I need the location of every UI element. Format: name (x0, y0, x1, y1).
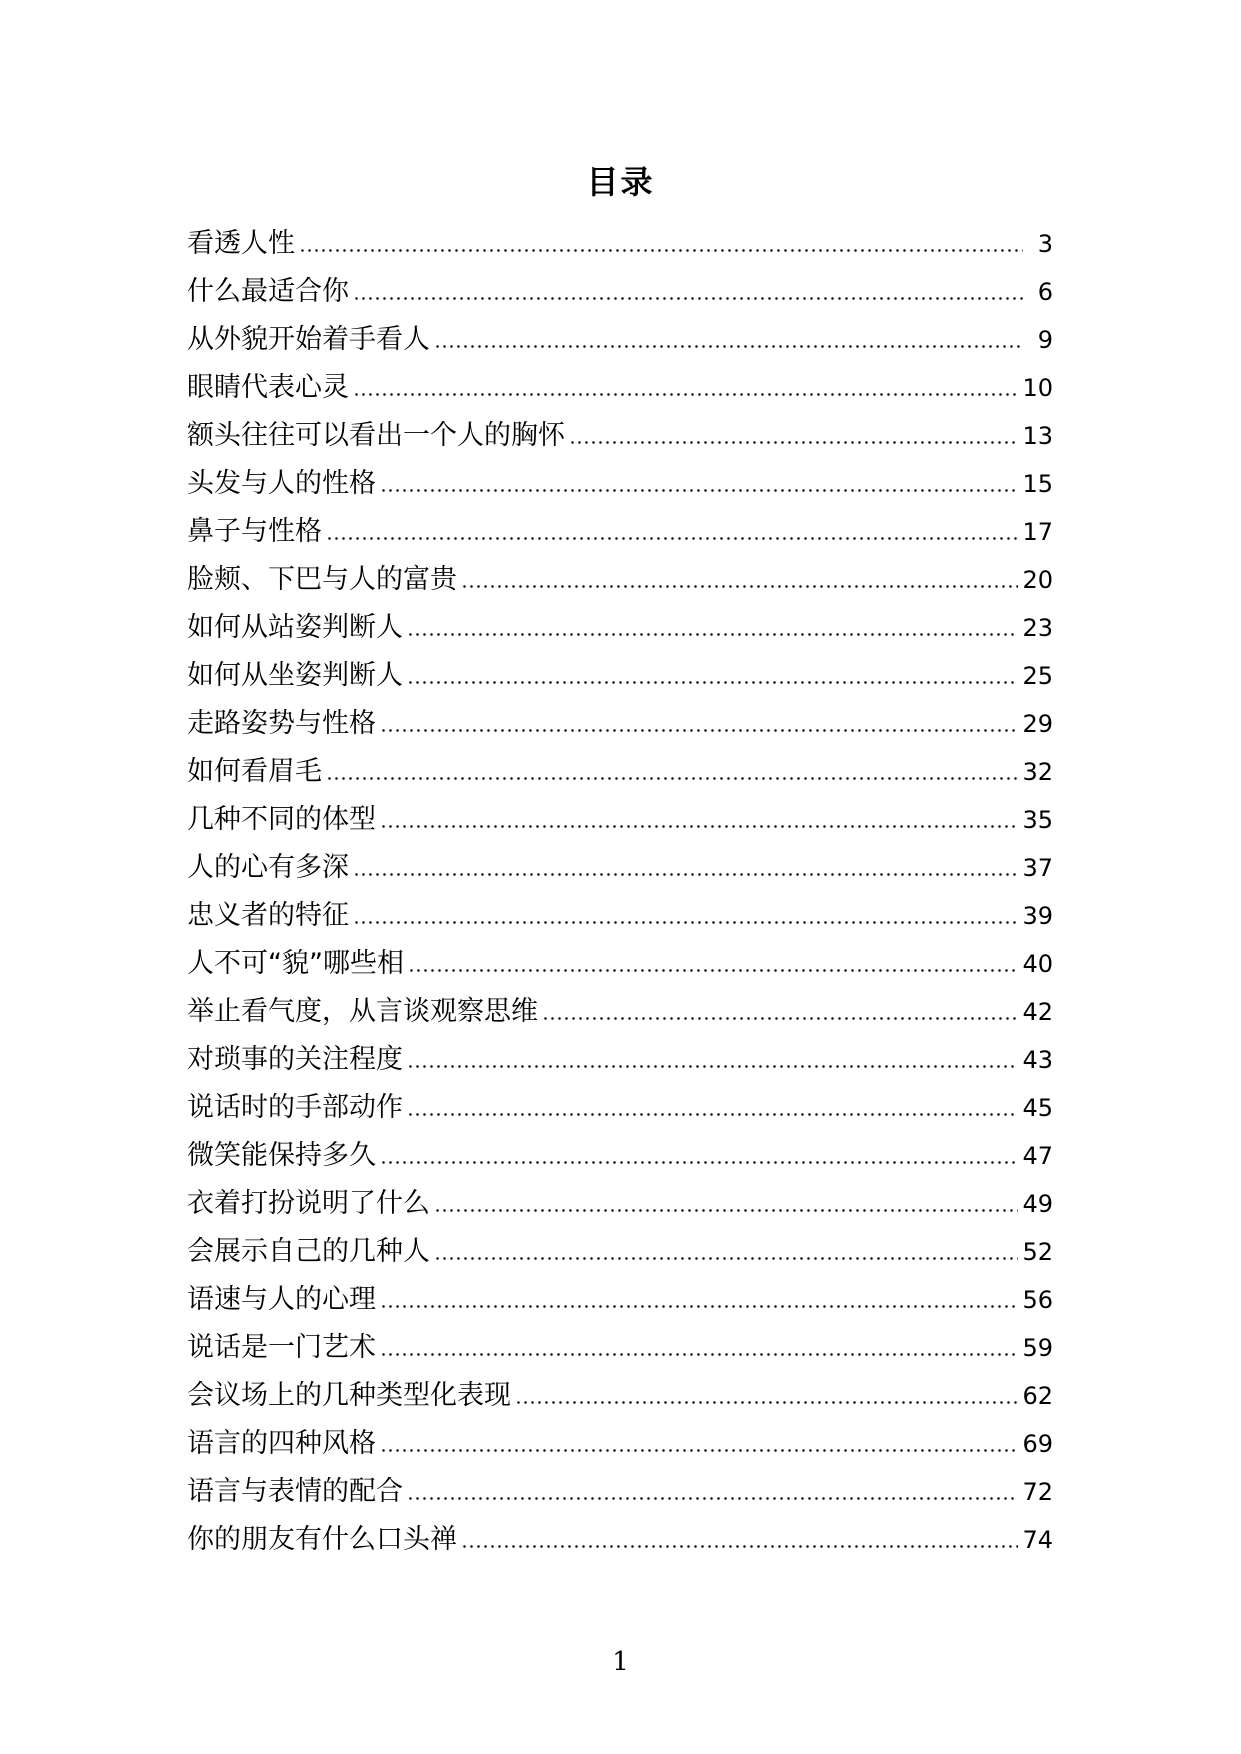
toc-entry[interactable] (187, 412, 1053, 460)
page-number: 1 (612, 1647, 629, 1677)
toc-entry[interactable] (187, 508, 1053, 556)
dot-leader (380, 729, 1018, 732)
toc-entry-page-number[interactable]: 52 (1022, 1238, 1053, 1266)
toc-entry-title[interactable]: 额头往往可以看出一个人的胸怀 (187, 420, 565, 451)
dot-leader (434, 345, 1023, 348)
toc-entry-title[interactable]: 鼻子与性格 (187, 516, 322, 547)
toc-entry-page-number[interactable]: 29 (1022, 710, 1053, 738)
toc-entry-page-number[interactable]: 32 (1022, 758, 1053, 786)
toc-entry-title[interactable]: 微笑能保持多久 (187, 1140, 376, 1171)
dot-leader (434, 1257, 1018, 1260)
toc-entry-page-number[interactable]: 72 (1022, 1478, 1053, 1506)
toc-entry-page-number[interactable]: 56 (1022, 1286, 1053, 1314)
dot-leader (434, 1209, 1018, 1212)
toc-entry-title[interactable]: 语速与人的心理 (187, 1284, 376, 1315)
dot-leader (353, 393, 1018, 396)
toc-entry-title[interactable]: 说话时的手部动作 (187, 1092, 403, 1123)
dot-leader (461, 1545, 1018, 1548)
toc-entry-title[interactable]: 如何从站姿判断人 (187, 612, 403, 643)
toc-entry-title[interactable]: 如何看眉毛 (187, 756, 322, 787)
dot-leader (407, 1113, 1018, 1116)
toc-entry[interactable] (187, 748, 1053, 796)
toc-entry[interactable] (187, 1324, 1053, 1372)
dot-leader (380, 1305, 1018, 1308)
toc-entry[interactable] (187, 1228, 1053, 1276)
dot-leader (461, 585, 1018, 588)
toc-entry-page-number[interactable]: 43 (1022, 1046, 1053, 1074)
toc-entry-title[interactable]: 如何从坐姿判断人 (187, 660, 403, 691)
toc-entry-page-number[interactable]: 13 (1022, 422, 1053, 450)
dot-leader (353, 921, 1018, 924)
toc-entry-page-number[interactable]: 39 (1022, 902, 1053, 930)
toc-entry-page-number[interactable]: 37 (1022, 854, 1053, 882)
toc-entry-title[interactable]: 会展示自己的几种人 (187, 1236, 430, 1267)
toc-entry[interactable] (187, 988, 1053, 1036)
dot-leader (569, 441, 1018, 444)
toc-entry-title[interactable]: 你的朋友有什么口头禅 (187, 1524, 457, 1555)
toc-entry-page-number[interactable]: 40 (1022, 950, 1053, 978)
toc-entry[interactable] (187, 556, 1053, 604)
toc-entry-title[interactable]: 什么最适合你 (187, 276, 349, 307)
toc-entry-page-number[interactable]: 62 (1022, 1382, 1053, 1410)
toc-entry-title[interactable]: 语言与表情的配合 (187, 1476, 403, 1507)
toc-entry[interactable] (187, 1420, 1053, 1468)
toc-entry-page-number[interactable]: 45 (1022, 1094, 1053, 1122)
toc-entry-title[interactable]: 走路姿势与性格 (187, 708, 376, 739)
toc-entry-page-number[interactable]: 23 (1022, 614, 1053, 642)
toc-entry-page-number[interactable]: 69 (1022, 1430, 1053, 1458)
toc-entry[interactable] (187, 844, 1053, 892)
toc-entry-title[interactable]: 人不可“貌”哪些相 (187, 948, 404, 979)
dot-leader (407, 681, 1018, 684)
toc-entry-page-number[interactable]: 42 (1022, 998, 1053, 1026)
toc-entry-page-number[interactable]: 47 (1022, 1142, 1053, 1170)
toc-entry-page-number[interactable]: 3 (1037, 230, 1053, 258)
toc-entry-title[interactable]: 看透人性 (187, 228, 295, 259)
toc-entry[interactable] (187, 892, 1053, 940)
table-of-contents (187, 220, 1053, 1564)
toc-entry-page-number[interactable]: 9 (1037, 326, 1053, 354)
toc-entry-title[interactable]: 人的心有多深 (187, 852, 349, 883)
toc-entry[interactable] (187, 652, 1053, 700)
toc-entry-title[interactable]: 衣着打扮说明了什么 (187, 1188, 430, 1219)
dot-leader (326, 537, 1018, 540)
toc-entry[interactable] (187, 1468, 1053, 1516)
toc-entry[interactable] (187, 940, 1053, 988)
dot-leader (380, 1353, 1018, 1356)
dot-leader (407, 1065, 1018, 1068)
dot-leader (407, 1497, 1018, 1500)
toc-entry-page-number[interactable]: 25 (1022, 662, 1053, 690)
toc-entry[interactable] (187, 700, 1053, 748)
toc-entry-page-number[interactable]: 20 (1022, 566, 1053, 594)
toc-entry[interactable] (187, 316, 1053, 364)
toc-entry-title[interactable]: 对琐事的关注程度 (187, 1044, 403, 1075)
dot-leader (380, 825, 1018, 828)
dot-leader (408, 969, 1018, 972)
toc-entry-title[interactable]: 举止看气度，从言谈观察思维 (187, 996, 538, 1027)
toc-entry-title[interactable]: 头发与人的性格 (187, 468, 376, 499)
dot-leader (407, 633, 1018, 636)
toc-entry-page-number[interactable]: 17 (1022, 518, 1053, 546)
toc-entry-title[interactable]: 眼睛代表心灵 (187, 372, 349, 403)
toc-entry-title[interactable]: 说话是一门艺术 (187, 1332, 376, 1363)
dot-leader (326, 777, 1018, 780)
dot-leader (515, 1401, 1018, 1404)
toc-entry-page-number[interactable]: 10 (1022, 374, 1053, 402)
toc-entry-page-number[interactable]: 74 (1022, 1526, 1053, 1554)
dot-leader (299, 249, 1023, 252)
toc-entry[interactable] (187, 796, 1053, 844)
toc-entry[interactable] (187, 1516, 1053, 1564)
toc-entry[interactable] (187, 220, 1053, 268)
toc-entry[interactable] (187, 1036, 1053, 1084)
toc-entry[interactable] (187, 1084, 1053, 1132)
dot-leader (380, 1161, 1018, 1164)
toc-entry[interactable] (187, 1372, 1053, 1420)
toc-entry[interactable] (187, 460, 1053, 508)
dot-leader (380, 489, 1018, 492)
toc-entry-title[interactable]: 脸颊、下巴与人的富贵 (187, 564, 457, 595)
dot-leader (353, 873, 1018, 876)
toc-entry-page-number[interactable]: 15 (1022, 470, 1053, 498)
toc-entry-title[interactable]: 忠义者的特征 (187, 900, 349, 931)
toc-entry-title[interactable]: 从外貌开始着手看人 (187, 324, 430, 355)
toc-entry[interactable] (187, 268, 1053, 316)
page-title: 目录 (586, 163, 655, 201)
toc-entry[interactable] (187, 1132, 1053, 1180)
toc-entry[interactable] (187, 364, 1053, 412)
toc-entry-title[interactable]: 会议场上的几种类型化表现 (187, 1380, 511, 1411)
toc-entry-page-number[interactable]: 6 (1037, 278, 1053, 306)
dot-leader (542, 1017, 1018, 1020)
toc-entry-title[interactable]: 几种不同的体型 (187, 804, 376, 835)
dot-leader (380, 1449, 1018, 1452)
toc-entry[interactable] (187, 604, 1053, 652)
toc-entry[interactable] (187, 1180, 1053, 1228)
toc-entry-page-number[interactable]: 35 (1022, 806, 1053, 834)
toc-entry-title[interactable]: 语言的四种风格 (187, 1428, 376, 1459)
toc-entry[interactable] (187, 1276, 1053, 1324)
dot-leader (353, 297, 1023, 300)
toc-entry-page-number[interactable]: 59 (1022, 1334, 1053, 1362)
toc-entry-page-number[interactable]: 49 (1022, 1190, 1053, 1218)
